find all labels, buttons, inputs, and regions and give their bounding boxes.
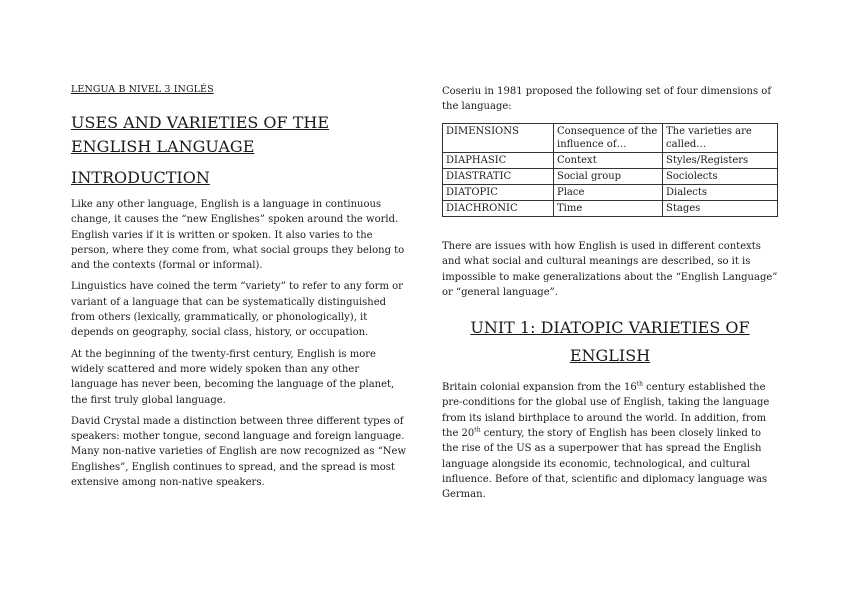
paragraph-global-language: At the beginning of the twenty-first century, English is more widely scattered and more widely spoken than any other language has never been, becoming the language of the planet, the first truly global language. bbox=[71, 348, 395, 406]
table-cell: DIAPHASIC bbox=[443, 153, 554, 169]
table-cell: Social group bbox=[554, 169, 663, 185]
dimensions-table bbox=[442, 123, 778, 217]
coseriu-intro: Coseriu in 1981 proposed the following set of four dimensions of the language: bbox=[442, 86, 772, 112]
title-line-1: USES AND VARIETIES OF THE bbox=[71, 113, 330, 132]
unit-heading-line-2: ENGLISH bbox=[569, 346, 651, 366]
table-cell: Sociolects bbox=[663, 169, 778, 185]
unit-para-part-1: Britain colonial expansion from the 16 bbox=[442, 382, 637, 394]
introduction-heading: INTRODUCTION bbox=[71, 168, 210, 187]
unit-1-heading bbox=[442, 314, 778, 370]
paragraph-variation: Like any other language, English is a language in continuous change, it causes the “new Englishes” spoken around the world. English varies if it is written or spoken. It also varies to the person, where they come from, what social groups they belong to and the contexts (formal or informal). bbox=[71, 199, 405, 272]
issues-paragraph: There are issues with how English is used in different contexts and what social and cultural meanings are described, so it is impossible to make generalizations about the “English Language” or “general language”. bbox=[442, 241, 778, 298]
unit-heading-line-1: UNIT 1: DIATOPIC VARIETIES OF bbox=[470, 318, 750, 338]
title-line-2: ENGLISH LANGUAGE bbox=[71, 137, 255, 156]
table-cell: DIASTRATIC bbox=[443, 169, 554, 185]
table-header-cell: Consequence of the influence of… bbox=[554, 124, 663, 153]
table-cell: Context bbox=[554, 153, 663, 169]
table-row bbox=[443, 185, 778, 201]
ordinal-suffix: th bbox=[636, 380, 643, 388]
table-cell: DIACHRONIC bbox=[443, 201, 554, 217]
table-cell: Dialects bbox=[663, 185, 778, 201]
ordinal-suffix: th bbox=[474, 426, 481, 434]
table-cell: Styles/Registers bbox=[663, 153, 778, 169]
table-cell: DIATOPIC bbox=[443, 185, 554, 201]
table-cell: Stages bbox=[663, 201, 778, 217]
left-column bbox=[71, 84, 408, 496]
unit-para-part-3: century, the story of English has been closely linked to the rise of the US as a superpower that has spread the English language alongside its economic, technological, and cultural influence. Before of that, scientific and diplomacy language was German. bbox=[442, 428, 768, 501]
table-header-row bbox=[443, 124, 778, 153]
table-cell: Time bbox=[554, 201, 663, 217]
table-header-cell: DIMENSIONS bbox=[443, 124, 554, 153]
right-column bbox=[442, 84, 778, 509]
table-cell: Place bbox=[554, 185, 663, 201]
course-label: LENGUA B NIVEL 3 INGLÉS bbox=[71, 84, 214, 95]
table-header-cell: The varieties are called… bbox=[663, 124, 778, 153]
paragraph-crystal-speakers: David Crystal made a distinction between three different types of speakers: mother tongue, second language and foreign language. Many non-native varieties of English are now recognized as “New Englishes”, English continues to spread, and the spread is most extensive among non-native speakers. bbox=[71, 415, 407, 489]
unit-para-part-2: century established the pre-conditions for the global use of English, taking the language from its island birthplace to around the world. In addition, from the 20 bbox=[442, 382, 770, 440]
table-row bbox=[443, 169, 778, 185]
paragraph-variety-definition: Linguistics have coined the term “variety” to refer to any form or variant of a language that can be systematically distinguished from others (lexically, grammatically, or phonologically), it depends on geography, social class, history, or occupation. bbox=[71, 281, 403, 339]
colonial-expansion-paragraph bbox=[442, 380, 778, 502]
table-row bbox=[443, 153, 778, 169]
document-title bbox=[71, 111, 408, 159]
table-row bbox=[443, 201, 778, 217]
